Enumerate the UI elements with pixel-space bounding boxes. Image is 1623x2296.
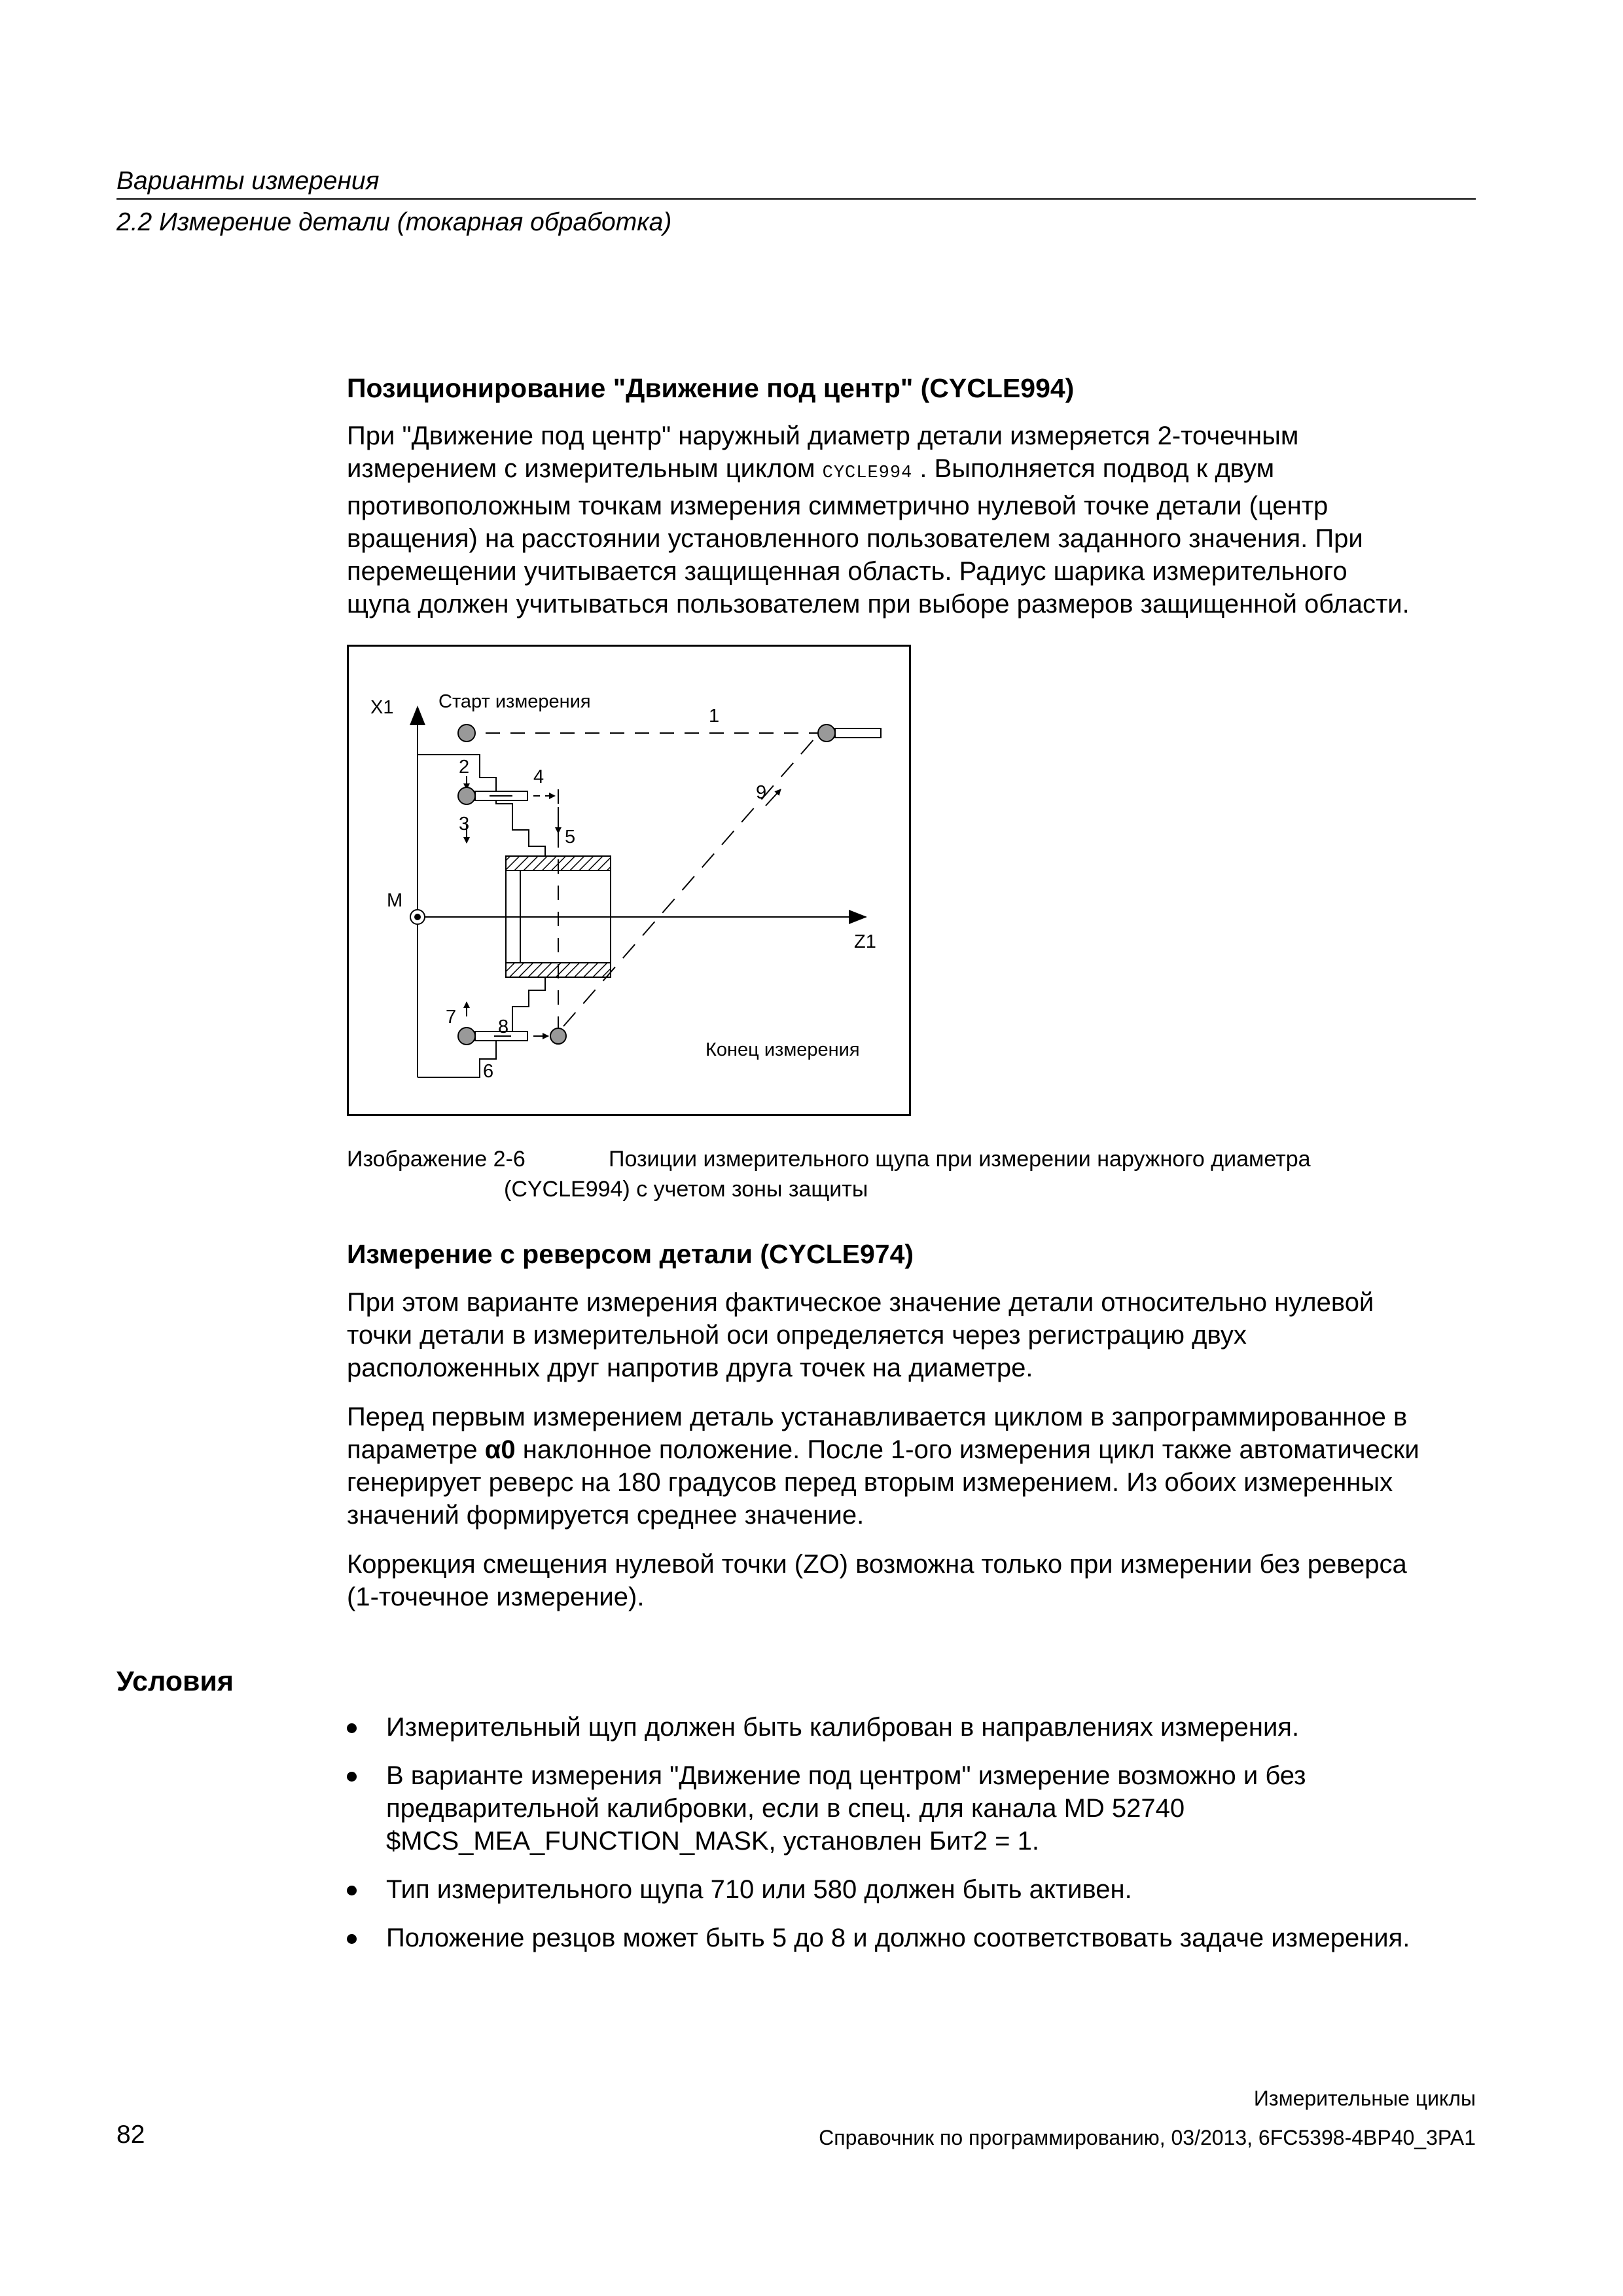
step-label-6: 6 (483, 1061, 494, 1082)
probe-ball-end (550, 1028, 566, 1044)
paragraph-reverse-2 (347, 1401, 1472, 1532)
text-line: В варианте измерения "Движение под центром" измерение возможно и без (386, 1761, 1306, 1790)
header-rule (116, 198, 1476, 200)
bullet-dot (347, 1723, 357, 1733)
figure-caption-line1: Позиции измерительного щупа при измерении наружного диаметра (609, 1147, 1311, 1172)
step-label-7: 7 (446, 1007, 457, 1028)
step-label-9: 9 (756, 782, 767, 803)
bullet-dot (347, 1934, 357, 1944)
text-line: Коррекция смещения нулевой точки (ZO) возможна только при измерении без реверса (347, 1550, 1407, 1579)
probe-ball-start (818, 725, 835, 742)
probe-ball-position-start (458, 725, 475, 742)
text-fragment: параметре (347, 1435, 478, 1464)
text-line: (1-точечное измерение). (347, 1583, 645, 1611)
step-label-4: 4 (533, 766, 544, 787)
figure-caption-number: Изображение 2-6 (347, 1147, 526, 1172)
text-line: перемещении учитывается защищенная область. Радиус шарика измерительного (347, 557, 1347, 586)
footer-reference: Справочник по программированию, 03/2013, 6FC5398-4BP40_3PA1 (819, 2126, 1476, 2149)
text-fragment: измерением с измерительным циклом (347, 454, 815, 483)
running-header-chapter: Варианты измерения (116, 167, 380, 195)
text-line: При "Движение под центр" наружный диаметр детали измеряется 2-точечным (347, 422, 1299, 450)
probe-ball-bottom (458, 1028, 475, 1045)
start-label: Старт измерения (438, 691, 591, 712)
probe-ball-top (458, 787, 475, 804)
text-line: расположенных друг напротив друга точек на диаметре. (347, 1354, 1033, 1382)
code-cycle994: CYCLE994 (822, 463, 913, 483)
text-line: щупа должен учитываться пользователем при выборе размеров защищенной области. (347, 590, 1410, 619)
origin-label: M (387, 890, 403, 911)
condition-text (386, 1711, 1499, 1744)
text-line: При этом варианте измерения фактическое значение детали относительно нулевой (347, 1288, 1374, 1317)
text-line: противоположным точкам измерения симметрично нулевой точке детали (центр (347, 492, 1329, 520)
text-line: точки детали в измерительной оси определяется через регистрацию двух (347, 1321, 1247, 1350)
param-alpha0: α0 (484, 1435, 516, 1464)
text-line: Положение резцов может быть 5 до 8 и должно соответствовать задаче измерения. (386, 1924, 1410, 1952)
end-label: Конец измерения (705, 1039, 860, 1060)
footer-book-title: Измерительные циклы (1253, 2087, 1476, 2110)
bullet-dot (347, 1772, 357, 1782)
paragraph-reverse-3 (347, 1548, 1472, 1613)
text-line: Перед первым измерением деталь устанавливается циклом в запрограммированное в (347, 1403, 1408, 1431)
x-axis-label: X1 (370, 697, 394, 718)
text-line: предварительной калибровки, если в спец. для канала MD 52740 (386, 1794, 1185, 1823)
text-line: вращения) на расстоянии установленного пользователем заданного значения. При (347, 524, 1363, 553)
paragraph-cycle994 (347, 420, 1472, 620)
text-line: Тип измерительного щупа 710 или 580 должен быть активен. (386, 1875, 1132, 1904)
z-axis-label: Z1 (854, 931, 876, 952)
step-label-1: 1 (709, 706, 720, 726)
text-line: генерирует реверс на 180 градусов перед вторым измерением. Из обоих измеренных (347, 1468, 1393, 1497)
paragraph-reverse-1 (347, 1286, 1472, 1384)
step-label-2: 2 (459, 757, 470, 778)
condition-text (386, 1873, 1499, 1906)
text-line: $MCS_MEA_FUNCTION_MASK, установлен Бит2 = 1. (386, 1827, 1040, 1856)
probe-diagram (349, 647, 909, 1114)
heading-conditions: Условия (116, 1666, 234, 1697)
heading-cycle994: Позиционирование "Движение под центр" (CYCLE994) (347, 373, 1075, 403)
running-header-section: 2.2 Измерение детали (токарная обработка) (116, 208, 672, 236)
condition-text (386, 1922, 1499, 1954)
x-axis-arrow (410, 706, 425, 725)
bullet-dot (347, 1886, 357, 1895)
text-line (347, 1433, 1472, 1466)
condition-text (386, 1759, 1499, 1857)
step-label-3: 3 (459, 814, 470, 834)
heading-cycle974: Измерение с реверсом детали (CYCLE974) (347, 1239, 914, 1269)
figure-caption-line2: (CYCLE994) с учетом зоны защиты (504, 1177, 868, 1202)
text-line: значений формируется среднее значение. (347, 1501, 865, 1530)
text-fragment: . Выполняется подвод к двум (919, 454, 1275, 483)
text-fragment: наклонное положение. После 1-ого измерения цикл также автоматически (522, 1435, 1419, 1464)
figure-probe-positions (347, 645, 911, 1116)
text-line (347, 452, 1472, 490)
page-number: 82 (116, 2121, 145, 2149)
origin-marker-center (414, 914, 421, 920)
step-label-5: 5 (565, 827, 576, 848)
text-line: Измерительный щуп должен быть калиброван в направлениях измерения. (386, 1713, 1300, 1742)
step-label-8: 8 (498, 1016, 509, 1037)
probe-shaft-start (835, 728, 881, 738)
